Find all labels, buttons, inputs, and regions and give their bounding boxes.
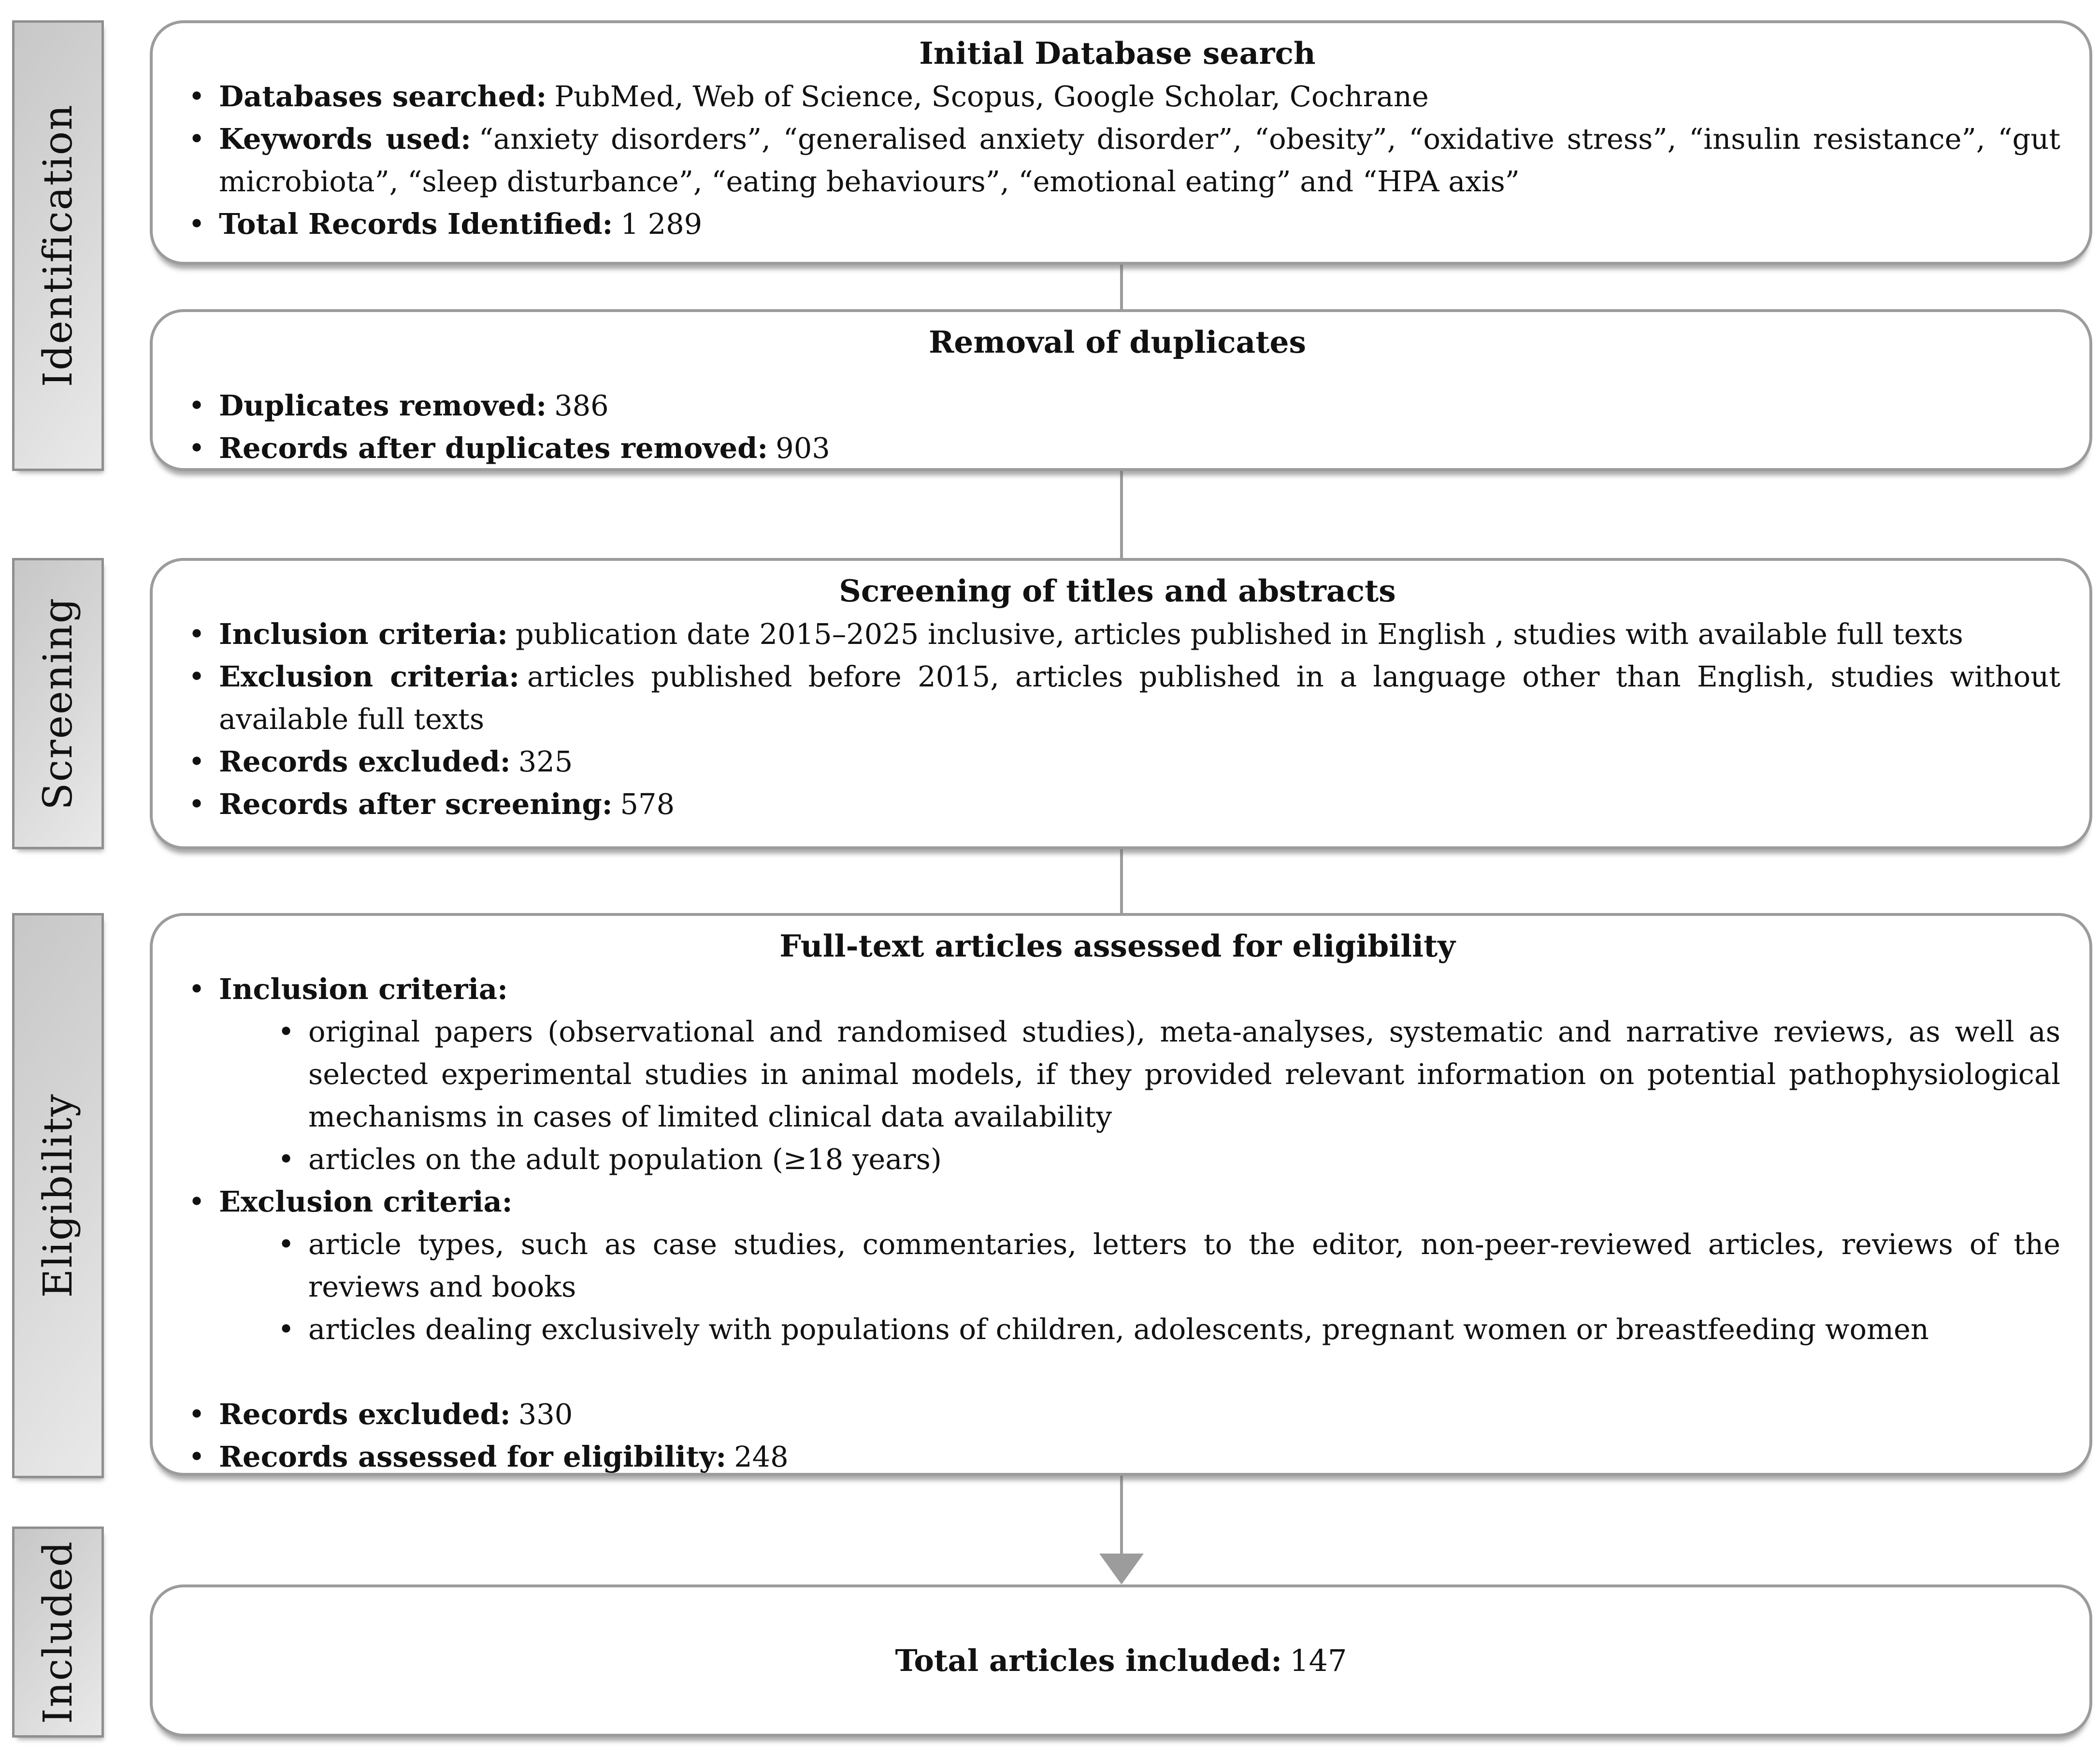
bullet-text: Exclusion criteria:	[219, 1185, 513, 1218]
box-screening-titles-abstracts	[150, 558, 2092, 849]
arrow-down-icon	[1099, 1554, 1144, 1584]
box-title: Full-text articles assessed for eligibility	[779, 928, 1455, 964]
stage-label-included	[12, 1527, 104, 1738]
bullet-text: Total Records Identified: 1 289	[219, 207, 703, 241]
bullet-marker: •	[188, 431, 205, 465]
bullet-text: Records excluded: 330	[219, 1398, 573, 1431]
bullet-text: article types, such as case studies, commentaries, letters to the editor, non-peer-reviewed articles, reviews of the reviews and books	[308, 1227, 2060, 1303]
bullet-records-after-screening	[174, 783, 2060, 826]
bullet-text: original papers (observational and randomised studies), meta-analyses, systematic and narrative reviews, as well as selected experimental studies in animal models, if they provided relevant information on potential pathophysiological mechanisms in cases of limited clinical data availability	[308, 1015, 2060, 1133]
bullet-text: Records excluded: 325	[219, 745, 573, 778]
connector-search-to-duplicates	[1120, 265, 1123, 309]
box-title: Screening of titles and abstracts	[839, 573, 1396, 609]
bullet-text: Records after duplicates removed: 903	[219, 431, 830, 465]
bullet-marker: •	[188, 389, 205, 422]
stage-label-eligibility	[12, 913, 104, 1478]
bullet-total-records-identified	[174, 203, 2060, 245]
bullet-text: articles on the adult population (≥18 years)	[308, 1142, 942, 1176]
bullet-marker: •	[188, 1440, 205, 1473]
subbullet-article-types	[264, 1223, 2060, 1308]
bullet-marker: •	[188, 80, 205, 113]
box-initial-database-search	[150, 20, 2092, 265]
bullet-records-assessed	[174, 1436, 2060, 1478]
bullet-records-excluded	[174, 1393, 2060, 1436]
connector-eligibility-to-included	[1120, 1476, 1123, 1557]
bullet-marker: •	[188, 1185, 205, 1218]
box-title: Initial Database search	[919, 35, 1316, 71]
bullet-marker: •	[188, 617, 205, 651]
bullet-records-excluded	[174, 741, 2060, 783]
bullet-text: Inclusion criteria:	[219, 972, 508, 1006]
bullet-marker: •	[188, 972, 205, 1006]
stage-label-identification	[12, 20, 104, 471]
bullet-marker: •	[188, 787, 205, 821]
subbullet-original-papers	[264, 1011, 2060, 1138]
box-fulltext-eligibility	[150, 913, 2092, 1476]
stage-label-text: Screening	[35, 597, 81, 810]
total-included-value: 147	[1290, 1643, 1347, 1678]
bullet-inclusion-criteria-heading	[174, 968, 2060, 1011]
bullet-text: articles dealing exclusively with populations of children, adolescents, pregnant women or breastfeeding women	[308, 1313, 1929, 1346]
bullet-keywords-used	[174, 118, 2060, 203]
bullet-text: Exclusion criteria: articles published before 2015, articles published in a language other than English, studies without available full texts	[219, 660, 2060, 736]
box-title: Removal of duplicates	[928, 324, 1307, 360]
connector-screening-to-eligibility	[1120, 849, 1123, 913]
stage-label-text: Included	[35, 1540, 81, 1724]
bullet-marker: •	[277, 1313, 295, 1346]
bullet-marker: •	[188, 122, 205, 156]
bullet-text: Inclusion criteria: publication date 2015–2025 inclusive, articles published in English , studies with available full texts	[219, 617, 1963, 651]
bullet-exclusion-criteria	[174, 656, 2060, 741]
spacer	[174, 1351, 2060, 1393]
spacer	[174, 364, 2060, 385]
bullet-marker: •	[277, 1015, 295, 1048]
bullet-text: Databases searched: PubMed, Web of Science, Scopus, Google Scholar, Cochrane	[219, 80, 1429, 113]
bullet-marker: •	[277, 1142, 295, 1176]
bullet-duplicates-removed	[174, 385, 2060, 427]
bullet-marker: •	[188, 207, 205, 241]
bullet-records-after-duplicates	[174, 427, 2060, 470]
bullet-text: Records assessed for eligibility: 248	[219, 1440, 789, 1473]
subbullet-excluded-populations	[264, 1308, 2060, 1351]
stage-label-text: Identification	[35, 104, 81, 387]
bullet-text: Keywords used: “anxiety disorders”, “generalised anxiety disorder”, “obesity”, “oxidative stress”, “insulin resistance”, “gut microbiota”, “sleep disturbance”, “eating behaviours”, “emotional eating” and “HPA axis”	[219, 122, 2060, 198]
total-included-label: Total articles included:	[895, 1643, 1282, 1678]
bullet-marker: •	[188, 745, 205, 778]
bullet-text: Records after screening: 578	[219, 787, 675, 821]
bullet-exclusion-criteria-heading	[174, 1181, 2060, 1223]
box-removal-of-duplicates	[150, 309, 2092, 471]
connector-duplicates-to-screening	[1120, 471, 1123, 558]
stage-label-screening	[12, 558, 104, 849]
bullet-marker: •	[277, 1227, 295, 1261]
bullet-marker: •	[188, 660, 205, 693]
bullet-marker: •	[188, 1398, 205, 1431]
subbullet-adult-population	[264, 1138, 2060, 1181]
bullet-inclusion-criteria	[174, 613, 2060, 656]
bullet-text: Duplicates removed: 386	[219, 389, 609, 422]
bullet-databases-searched	[174, 75, 2060, 118]
box-total-articles-included	[150, 1584, 2092, 1737]
stage-label-text: Eligibility	[35, 1093, 81, 1298]
